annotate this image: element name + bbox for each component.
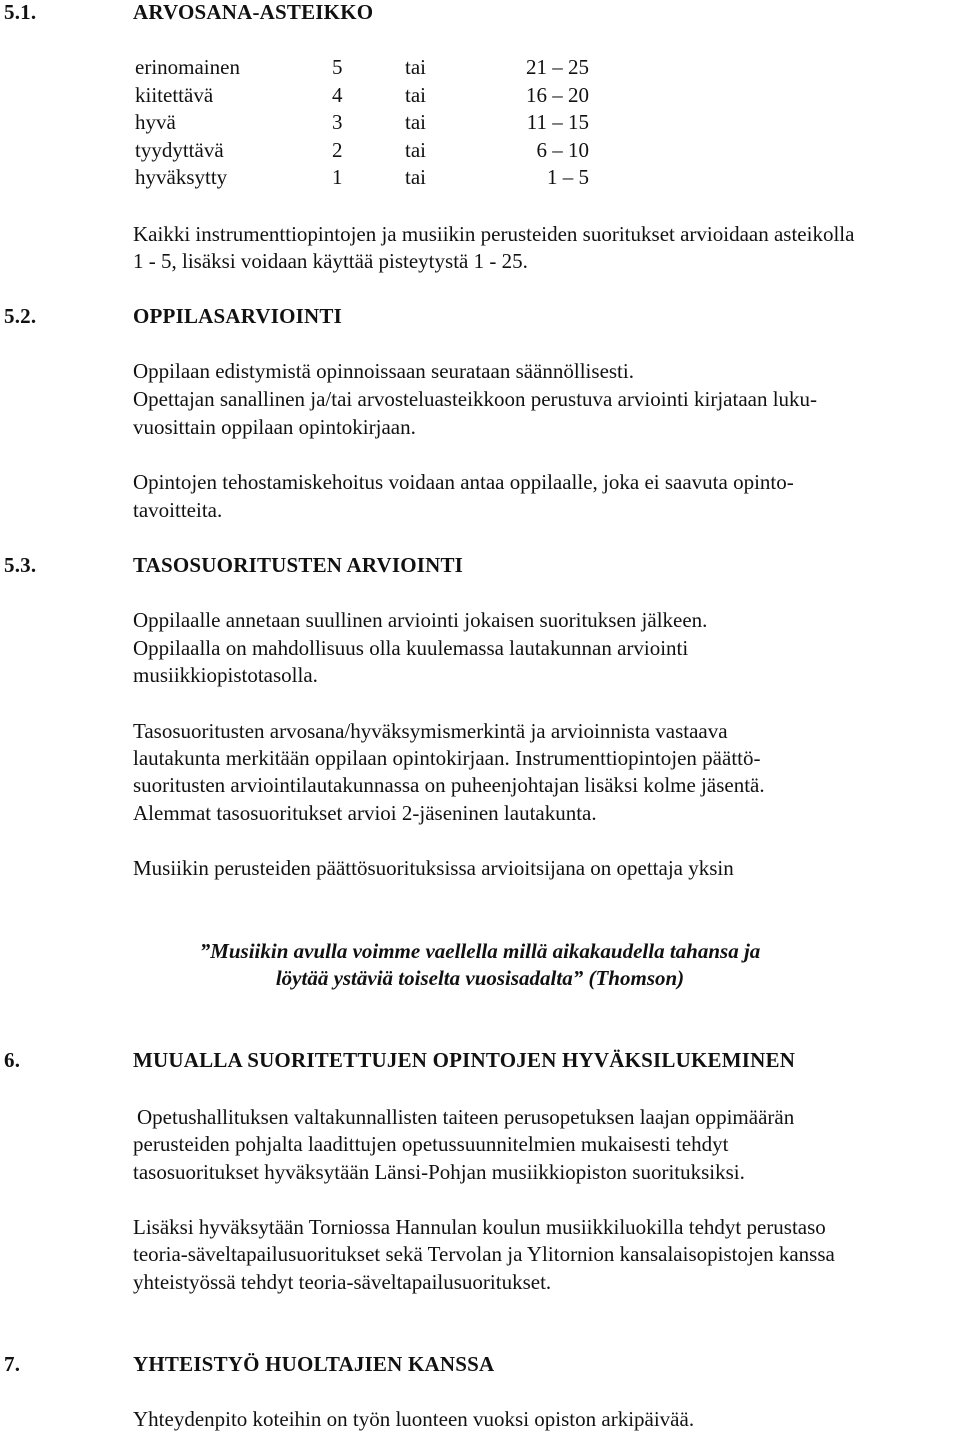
section-5-1-number: 5.1.	[4, 0, 37, 24]
grade-number: 5	[332, 55, 343, 79]
grading-paragraph-line: Kaikki instrumenttiopintojen ja musiikin perusteiden suoritukset arvioidaan asteikolla	[133, 222, 855, 246]
grade-number: 2	[332, 137, 343, 162]
section-6-number: 6.	[4, 1048, 21, 1072]
paragraph-line: Oppilaan edistymistä opinnoissaan seurataan säännöllisesti.	[133, 359, 634, 383]
section-5-3-number: 5.3.	[4, 553, 37, 577]
section-7-number: 7.	[4, 1352, 21, 1376]
paragraph-line: suoritusten arviointilautakunnassa on puheenjohtajan lisäksi kolme jäsentä.	[133, 773, 765, 797]
section-5-2-title: OPPILASARVIOINTI	[133, 304, 342, 328]
grade-name: erinomainen	[135, 55, 240, 79]
paragraph-line: vuosittain oppilaan opintokirjaan.	[133, 415, 416, 439]
grade-or: tai	[405, 137, 426, 162]
grade-points-range: 21 – 25	[526, 55, 589, 79]
grade-or: tai	[405, 55, 426, 79]
paragraph-line: teoria-säveltapailusuoritukset sekä Tervolan ja Ylitornion kansalaisopistojen kanssa	[133, 1242, 835, 1266]
grading-paragraph-line: 1 - 5, lisäksi voidaan käyttää pisteytystä 1 - 25.	[133, 249, 528, 273]
section-6-title: MUUALLA SUORITETTUJEN OPINTOJEN HYVÄKSILUKEMINEN	[133, 1048, 796, 1072]
quote-line: löytää ystäviä toiselta vuosisadalta” (Thomson)	[275, 966, 685, 990]
paragraph-line: musiikkiopistotasolla.	[133, 663, 318, 687]
grade-name: kiitettävä	[135, 82, 214, 107]
paragraph-line: Yhteydenpito koteihin on työn luonteen vuoksi opiston arkipäivää.	[133, 1407, 695, 1431]
section-7-title: YHTEISTYÖ HUOLTAJIEN KANSSA	[133, 1352, 495, 1376]
section-5-3-title: TASOSUORITUSTEN ARVIOINTI	[133, 553, 464, 577]
paragraph-line: Opetushallituksen valtakunnallisten taiteen perusopetuksen laajan oppimäärän	[137, 1105, 795, 1129]
paragraph-line: yhteistyössä tehdyt teoria-säveltapailusuoritukset.	[133, 1270, 552, 1294]
paragraph-line: perusteiden pohjalta laadittujen opetussuunnitelmien mukaisesti tehdyt	[133, 1132, 729, 1156]
paragraph-line: Oppilaalle annetaan suullinen arviointi jokaisen suorituksen jälkeen.	[133, 608, 708, 632]
grade-or: tai	[405, 165, 426, 190]
paragraph-line: tavoitteita.	[133, 498, 223, 522]
grade-points-range: 11 – 15	[526, 110, 589, 135]
grade-name: hyvä	[135, 110, 176, 135]
grade-number: 1	[332, 165, 343, 190]
paragraph-line: Lisäksi hyväksytään Torniossa Hannulan koulun musiikkiluokilla tehdyt perustaso	[133, 1215, 826, 1239]
paragraph-line: Oppilaalla on mahdollisuus olla kuulemassa lautakunnan arviointi	[133, 636, 689, 660]
grade-or: tai	[405, 82, 426, 107]
grade-number: 4	[332, 82, 343, 107]
paragraph-line: Opettajan sanallinen ja/tai arvosteluasteikkoon perustuva arviointi kirjataan luku-	[133, 387, 818, 411]
paragraph-line: Tasosuoritusten arvosana/hyväksymismerkintä ja arvioinnista vastaava	[133, 719, 728, 743]
paragraph-line: tasosuoritukset hyväksytään Länsi-Pohjan musiikkiopiston suorituksiksi.	[133, 1160, 745, 1184]
paragraph-line: Opintojen tehostamiskehoitus voidaan antaa oppilaalle, joka ei saavuta opinto-	[133, 470, 794, 494]
grade-name: tyydyttävä	[135, 137, 224, 162]
quote-line: ”Musiikin avulla voimme vaellella millä aikakaudella tahansa ja	[199, 939, 761, 963]
grade-points-range: 1 – 5	[547, 165, 589, 190]
section-5-2-number: 5.2.	[4, 304, 37, 328]
paragraph-line: Alemmat tasosuoritukset arvioi 2-jäseninen lautakunta.	[133, 801, 597, 825]
paragraph-line: lautakunta merkitään oppilaan opintokirjaan. Instrumenttiopintojen päättö-	[133, 746, 761, 770]
grade-number: 3	[332, 110, 343, 135]
grade-points-range: 16 – 20	[526, 82, 589, 107]
section-5-1-title: ARVOSANA-ASTEIKKO	[133, 0, 374, 24]
grade-points-range: 6 – 10	[536, 137, 589, 162]
paragraph-line: Musiikin perusteiden päättösuorituksissa arvioitsijana on opettaja yksin	[133, 856, 734, 880]
grade-or: tai	[405, 110, 426, 135]
grade-name: hyväksytty	[135, 165, 228, 190]
